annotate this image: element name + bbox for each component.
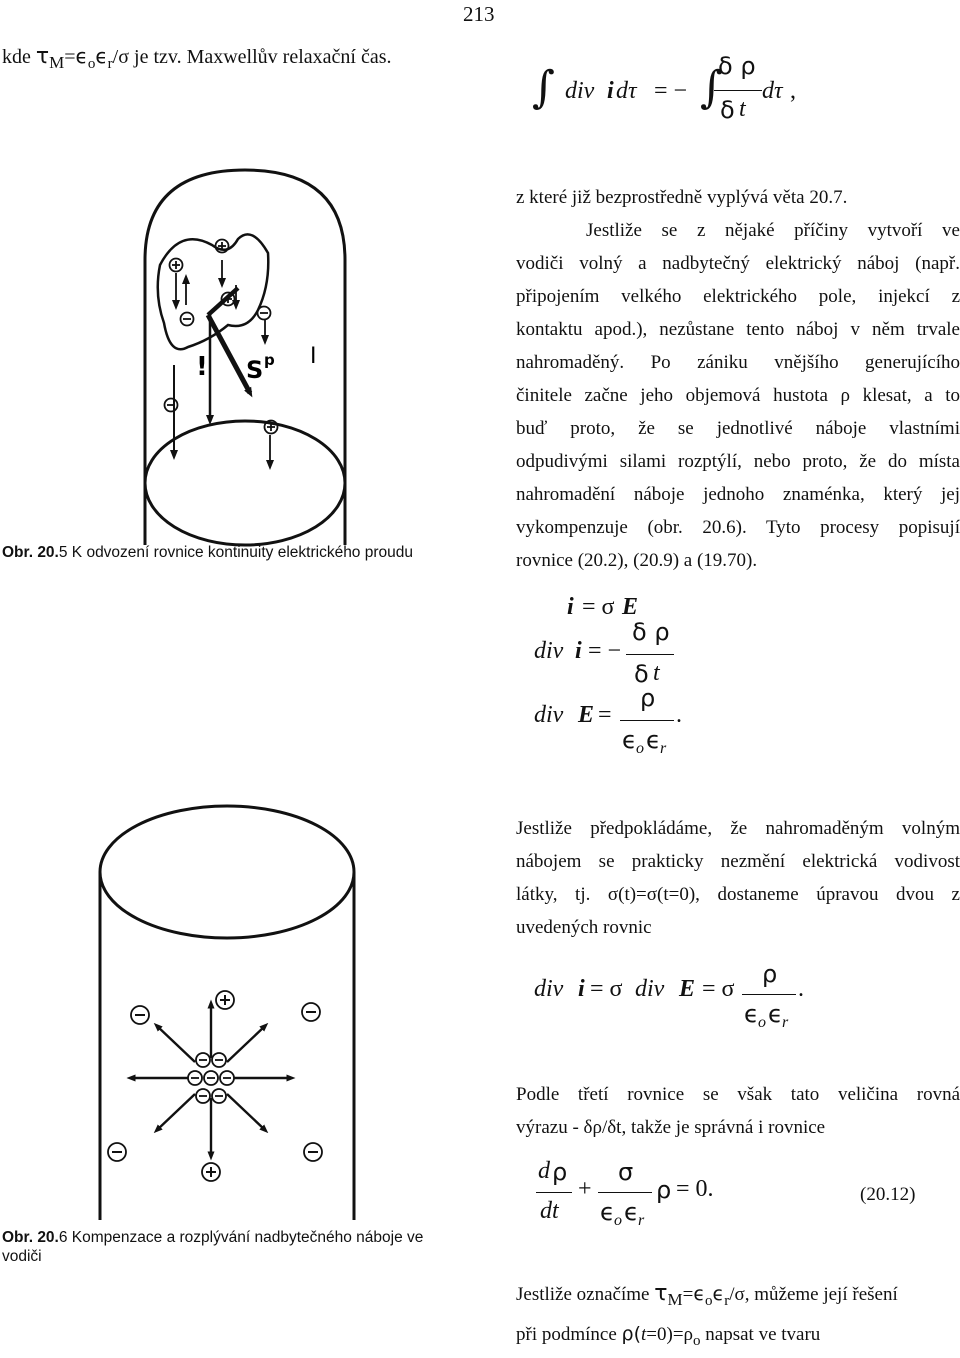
flux-label-p: p [264, 351, 275, 369]
current-label: I [310, 344, 317, 369]
integral-sign: ∫ [532, 62, 555, 113]
figure-20-6-cylinder [95, 800, 360, 1220]
paragraph-third-equation: Podle třetí rovnice se však tato veličina rovná výrazu - δρ/δt, takže je správná i rovnice [516, 1084, 960, 1138]
figure-20-6-caption: Obr. 20.6 Kompenzace a rozplývání nadbytečného náboje ve vodiči [2, 1229, 424, 1265]
equation-set: i = σ E div i = − δ ρ δ t div E = ρ ϵ o ϵ r . [534, 594, 682, 757]
exclamation-label: ! [196, 352, 208, 382]
maxwell-time-line: kde $\tau_M=\epsilon_o\epsilon_r/\sigma$ je tzv. Maxwellův relaxační čas. [2, 44, 392, 72]
equation-20-12: d ρ dt + σ ϵ o ϵ r ρ = 0. (20.12) [538, 1158, 916, 1229]
figure-20-5-caption: Obr. 20.5 K odvození rovnice kontinuity elektrického proudu [2, 544, 413, 561]
paragraph-conductivity: Jestliže předpokládáme, že nahromaděným volným nábojem se prakticky nezmění elektrická vodivost látky, tj. σ(t)=σ(t=0), dostaneme úpravou dvou z uvedených rovnic [516, 818, 960, 938]
page-number: 213 [463, 2, 495, 26]
integral-equation: ∫ div i dτ = − ∫ δ ρ δ t dτ , [532, 52, 796, 124]
equation-number: (20.12) [860, 1184, 916, 1205]
flux-label-s: S [246, 356, 264, 384]
figure-20-5-cylinder [140, 165, 350, 550]
paragraph-tau-definition: Jestliže označíme $\tau_M=\epsilon_o\epsilon_r/\sigma$, můžeme její řešení při podmínce $\rho(t=0)=\rho_o$ napsat ve tvaru [516, 1281, 898, 1349]
paragraph-continuity: Jestliže se z nějaké příčiny vytvoří ve vodiči volný a nadbytečný elektrický náboj (např. připojením velkého elektrického pole, injekcí z kontaktu apod.), nezůstane tento náboj v něm trvale nahromaděný. Po zániku vnějšího generujícího činitele začne jeho objemová hustota ρ klesat, a to buď proto, že se jednotlivé náboje vlastními odpudivými silami rozptýlí, nebo proto, že do místa nahromadění náboje jednoho znaménka, který jej vykompenzuje (obr. 20.6). Tyto procesy popisují rovnice (20.2), (20.9) a (19.70). [516, 220, 960, 571]
divergence-equation: div i = σ div E = σ ρ ϵ o ϵ r . [534, 960, 804, 1031]
para1-line-0: z které již bezprostředně vyplývá věta 20.7. [516, 187, 848, 208]
